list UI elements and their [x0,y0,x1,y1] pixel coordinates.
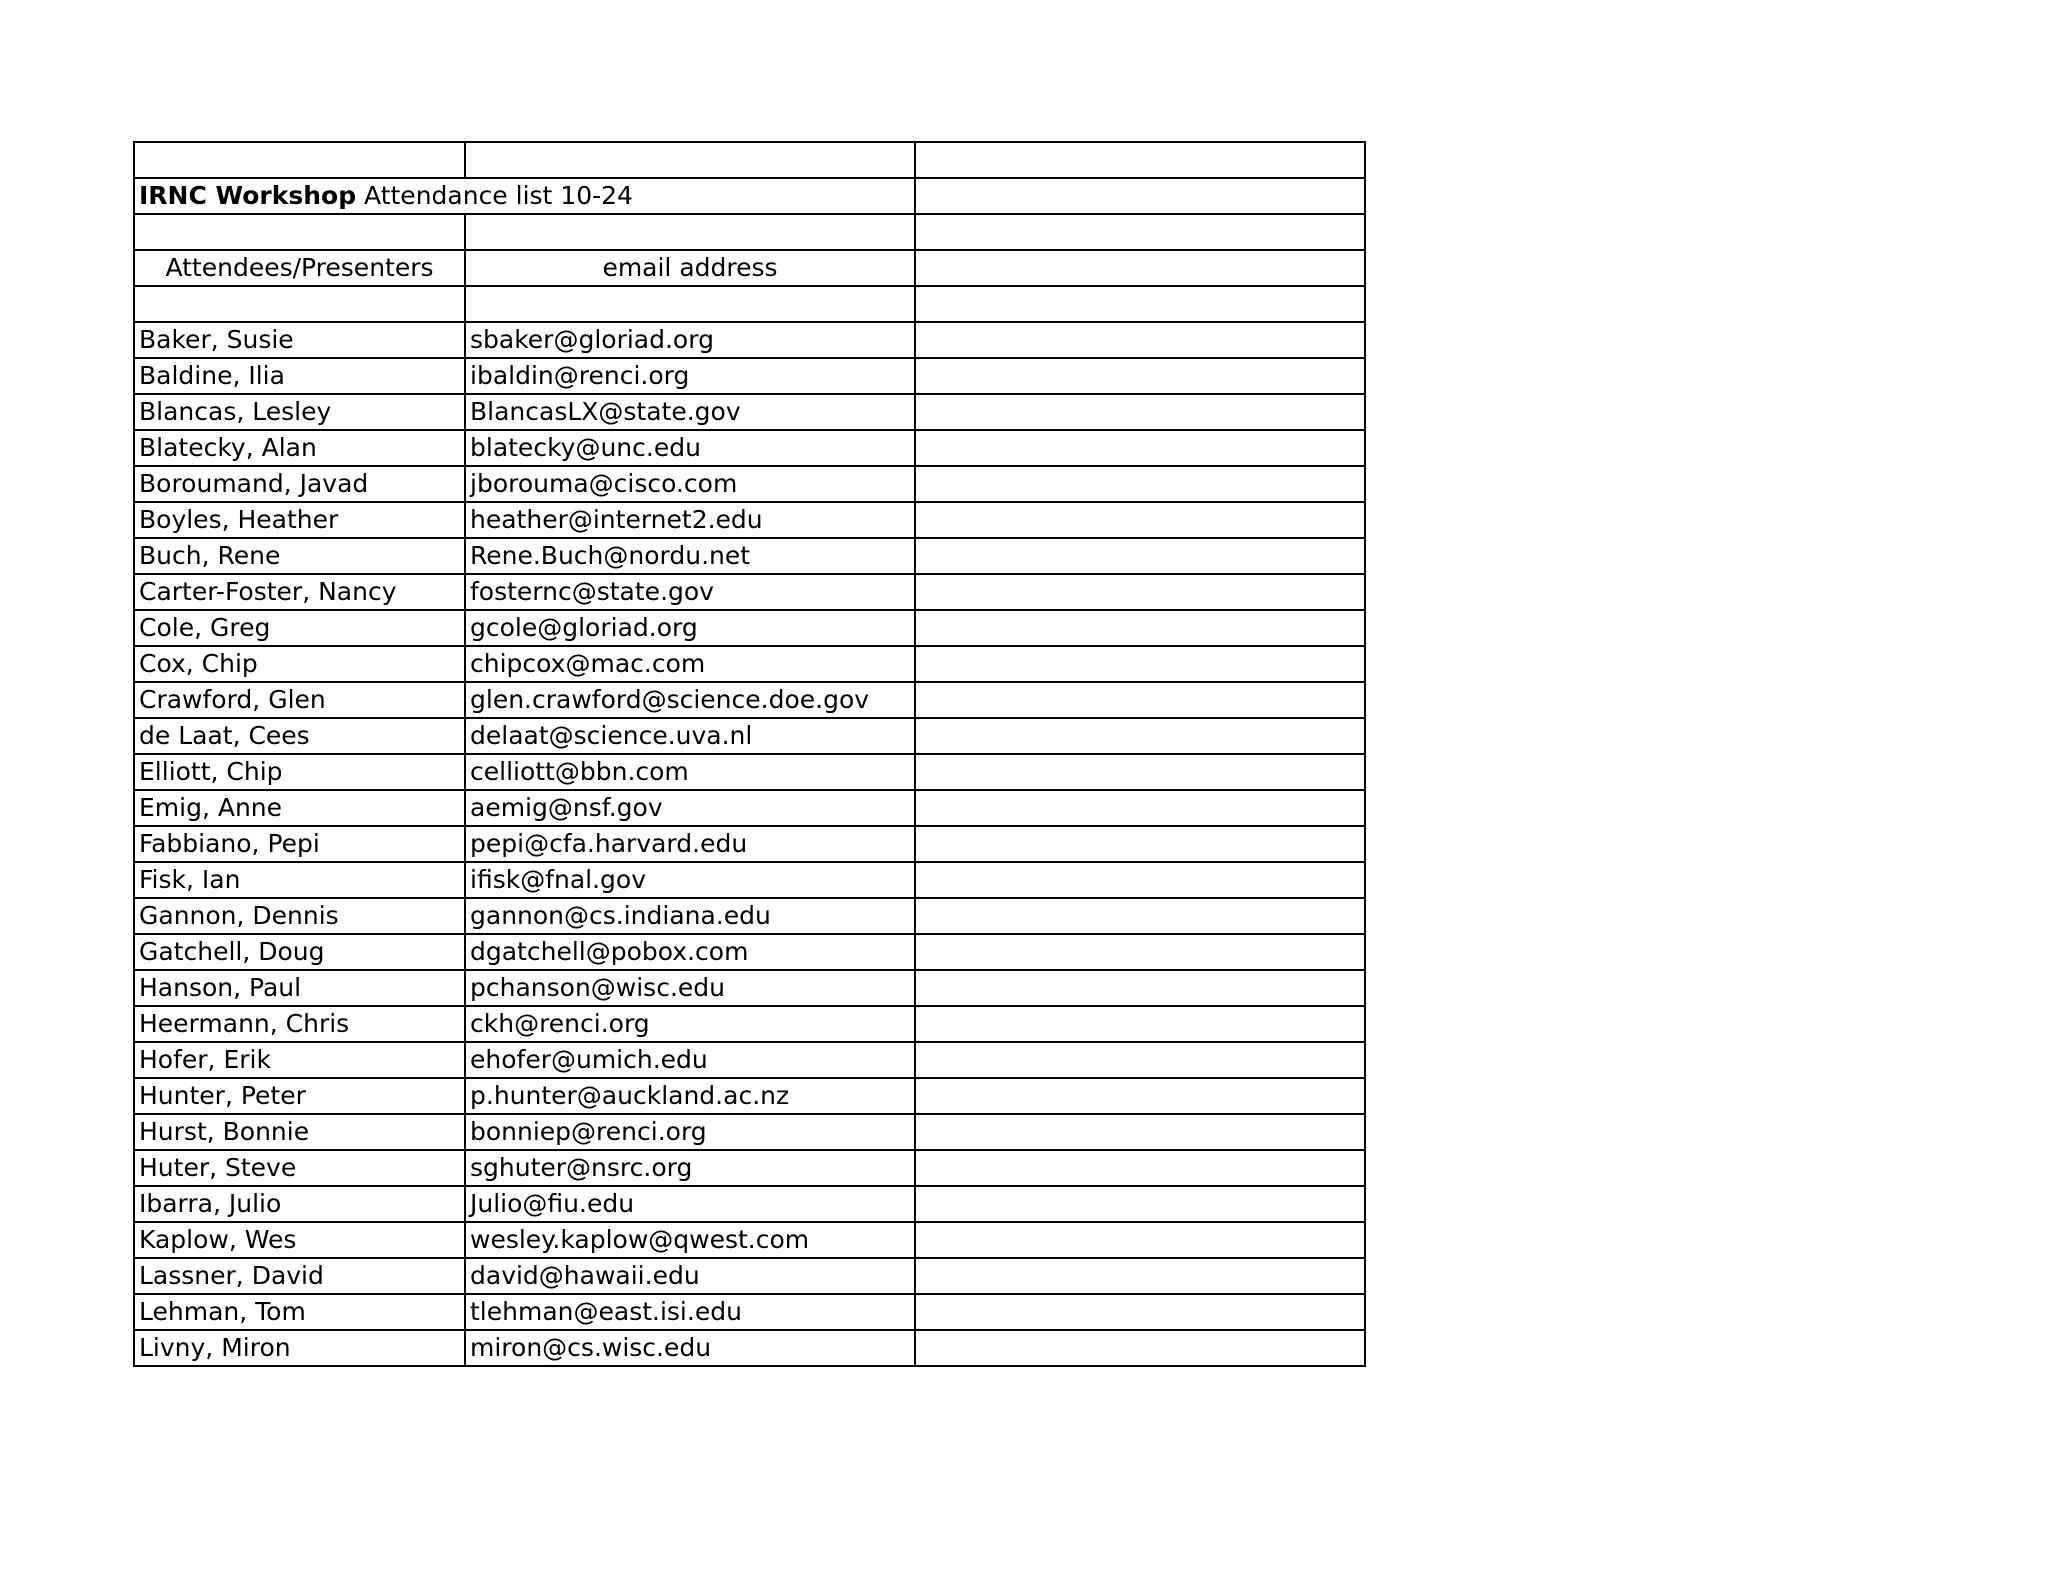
cell [915,898,1365,934]
cell [915,682,1365,718]
column-header-attendees: Attendees/Presenters [134,250,465,286]
table-row [134,466,1365,502]
table-row [134,430,1365,466]
cell [915,178,1365,214]
attendee-name: Fabbiano, Pepi [134,826,465,862]
attendee-email: gannon@cs.indiana.edu [465,898,915,934]
attendee-email: p.hunter@auckland.ac.nz [465,1078,915,1114]
cell [915,1078,1365,1114]
title-row [134,178,1365,214]
cell [915,394,1365,430]
cell [915,286,1365,322]
cell [915,502,1365,538]
attendee-name: Elliott, Chip [134,754,465,790]
attendance-table-body [134,142,1365,1366]
table-row [134,1114,1365,1150]
attendee-email: pchanson@wisc.edu [465,970,915,1006]
attendee-name: Hunter, Peter [134,1078,465,1114]
attendee-email: BlancasLX@state.gov [465,394,915,430]
cell [915,466,1365,502]
attendee-name: Lehman, Tom [134,1294,465,1330]
attendee-name: Gannon, Dennis [134,898,465,934]
table-row [134,754,1365,790]
table-row [134,898,1365,934]
blank-row [134,214,1365,250]
table-row [134,1258,1365,1294]
attendee-name: Hanson, Paul [134,970,465,1006]
table-row [134,1222,1365,1258]
cell [915,1042,1365,1078]
attendance-table [133,141,1366,1367]
cell [915,1114,1365,1150]
cell [915,1258,1365,1294]
attendee-name: Ibarra, Julio [134,1186,465,1222]
table-row [134,970,1365,1006]
attendee-email: ibaldin@renci.org [465,358,915,394]
header-row [134,250,1365,286]
cell [915,754,1365,790]
table-row [134,1294,1365,1330]
attendee-email: sghuter@nsrc.org [465,1150,915,1186]
cell [915,250,1365,286]
cell [915,1006,1365,1042]
blank-row [134,286,1365,322]
cell [465,142,915,178]
table-row [134,1006,1365,1042]
cell [465,214,915,250]
table-row [134,682,1365,718]
cell [915,826,1365,862]
table-row [134,790,1365,826]
table-row [134,574,1365,610]
attendee-email: ckh@renci.org [465,1006,915,1042]
attendee-email: celliott@bbn.com [465,754,915,790]
attendee-email: fosternc@state.gov [465,574,915,610]
sheet-title [134,178,915,214]
cell [915,718,1365,754]
attendee-name: Emig, Anne [134,790,465,826]
cell [915,214,1365,250]
table-row [134,1078,1365,1114]
attendee-name: Livny, Miron [134,1330,465,1366]
cell [915,1330,1365,1366]
attendee-email: ehofer@umich.edu [465,1042,915,1078]
cell [915,538,1365,574]
table-row [134,610,1365,646]
cell [465,286,915,322]
attendee-email: aemig@nsf.gov [465,790,915,826]
attendee-name: Baldine, Ilia [134,358,465,394]
attendee-name: Boyles, Heather [134,502,465,538]
cell [915,1186,1365,1222]
column-header-email: email address [465,250,915,286]
attendee-name: de Laat, Cees [134,718,465,754]
attendee-name: Blancas, Lesley [134,394,465,430]
attendee-email: gcole@gloriad.org [465,610,915,646]
attendee-email: bonniep@renci.org [465,1114,915,1150]
cell [134,142,465,178]
attendee-email: david@hawaii.edu [465,1258,915,1294]
attendee-name: Buch, Rene [134,538,465,574]
cell [915,646,1365,682]
cell [134,286,465,322]
sheet-title-bold: IRNC Workshop [139,181,357,210]
table-row [134,862,1365,898]
attendee-name: Heermann, Chris [134,1006,465,1042]
table-row [134,322,1365,358]
attendee-name: Hofer, Erik [134,1042,465,1078]
attendee-email: sbaker@gloriad.org [465,322,915,358]
attendee-name: Baker, Susie [134,322,465,358]
cell [915,862,1365,898]
attendee-email: jborouma@cisco.com [465,466,915,502]
attendee-email: wesley.kaplow@qwest.com [465,1222,915,1258]
attendee-name: Kaplow, Wes [134,1222,465,1258]
attendee-email: chipcox@mac.com [465,646,915,682]
table-row [134,1330,1365,1366]
cell [915,358,1365,394]
sheet-title-rest: Attendance list 10-24 [356,181,633,210]
attendee-email: dgatchell@pobox.com [465,934,915,970]
blank-row [134,142,1365,178]
attendee-email: blatecky@unc.edu [465,430,915,466]
attendee-email: delaat@science.uva.nl [465,718,915,754]
attendee-email: tlehman@east.isi.edu [465,1294,915,1330]
attendee-email: Rene.Buch@nordu.net [465,538,915,574]
table-row [134,394,1365,430]
table-row [134,1150,1365,1186]
cell [915,970,1365,1006]
attendee-email: glen.crawford@science.doe.gov [465,682,915,718]
attendee-name: Blatecky, Alan [134,430,465,466]
attendee-name: Carter-Foster, Nancy [134,574,465,610]
attendee-name: Fisk, Ian [134,862,465,898]
attendee-name: Hurst, Bonnie [134,1114,465,1150]
cell [915,610,1365,646]
table-row [134,1186,1365,1222]
attendee-email: pepi@cfa.harvard.edu [465,826,915,862]
cell [915,1222,1365,1258]
attendee-name: Boroumand, Javad [134,466,465,502]
cell [915,1150,1365,1186]
attendee-email: Julio@fiu.edu [465,1186,915,1222]
table-row [134,718,1365,754]
cell [134,214,465,250]
table-row [134,1042,1365,1078]
cell [915,322,1365,358]
cell [915,142,1365,178]
cell [915,934,1365,970]
table-row [134,826,1365,862]
table-row [134,538,1365,574]
attendee-email: miron@cs.wisc.edu [465,1330,915,1366]
table-row [134,502,1365,538]
cell [915,1294,1365,1330]
cell [915,430,1365,466]
attendee-name: Crawford, Glen [134,682,465,718]
attendee-name: Cole, Greg [134,610,465,646]
table-row [134,934,1365,970]
cell [915,790,1365,826]
attendee-name: Cox, Chip [134,646,465,682]
table-row [134,646,1365,682]
attendee-email: ifisk@fnal.gov [465,862,915,898]
cell [915,574,1365,610]
table-row [134,358,1365,394]
attendee-name: Lassner, David [134,1258,465,1294]
attendee-email: heather@internet2.edu [465,502,915,538]
attendee-name: Gatchell, Doug [134,934,465,970]
attendee-name: Huter, Steve [134,1150,465,1186]
